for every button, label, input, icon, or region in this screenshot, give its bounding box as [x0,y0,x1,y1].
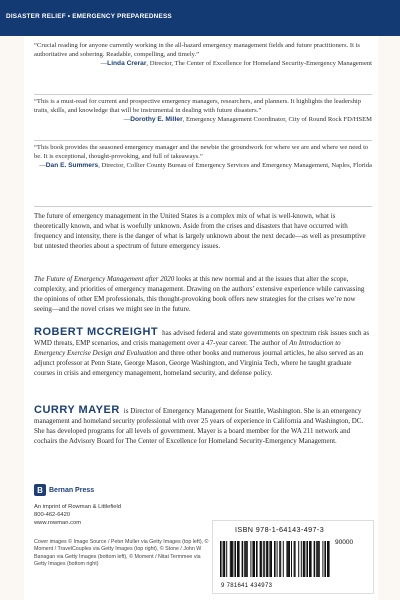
barcode-bar [288,541,290,577]
barcode-bar [291,541,292,577]
description-paragraph-1: The future of emergency management in the United States is a complex mix of what is well-known, what is theoretically known, and what is woefully unknown. Aside from the crises and disasters that have occurred with frequency and intensity, there is the danger of what is largely unknown about the next decade—as well as presumptive but untested theories about a spectrum of future emergency issues. [34,212,366,250]
barcode-bar [250,541,251,577]
divider [34,206,372,207]
publisher-logo [34,484,94,496]
publisher-logo-text: Bernan Press [49,486,95,494]
barcode-bar [319,541,320,577]
barcode-bar [301,541,302,577]
description-paragraph-2: The Future of Emergency Management after 2020 looks at this new normal and at the issues that alter the scope, complexity, and priorities of emergency management. Drawing on the authors’ extensive experience while canvassing the opinions of other EM professionals, this thought-provoking book offers new strategies for the crises we’re now seeing—and the novel crises we might see in the future. [34,275,365,313]
barcode-bar [304,541,305,577]
author-name: ROBERT MCCREIGHT [34,326,159,338]
book-title: The Future of Emergency Management after 2020 [34,275,175,283]
barcode-icon [218,535,368,583]
bernan-logo-icon: B [34,484,46,496]
author-bio-mayer: CURRY MAYER is Director of Emergency Management for Seattle, Washington. She is an emergency management and homeland security professional with over 25 years of experience in California and Washington, DC. She has developed programs for all levels of government. Mayer is a board member for the WA 211 network and cochairs the Advisory Board for The Center of Excellence for Homeland Security-Emergency Management. [34,404,364,445]
reviewer-title: , Director, Collier County Bureau of Emergency Services and Emergency Management, Naples, Florida [98,161,372,169]
author-book-title: An Introduction to Emergency Exercise Design and Evaluation [34,339,341,357]
barcode-bar [267,541,269,577]
barcode-bar [223,541,224,577]
publisher-footer [24,478,378,600]
imprint-info [34,504,204,527]
barcode-bar [244,541,245,577]
barcode-bar [317,541,319,577]
barcode-bar [256,541,258,577]
barcode-bar [231,541,233,577]
quote-attribution: —Dorothy E. Miller, Emergency Management Coordinator, City of Round Rock FD/HSEM [123,115,372,123]
top-category-bar [0,0,400,36]
barcode-bar [309,541,310,577]
reviewer-name: Dan E. Summers [45,161,99,169]
barcode-bar [220,541,222,577]
cover-image-credits: Cover images © Image Source / Peter Muller via Getty Images (top left), © Moment / TravelCouples via Getty Images (top right), © Stone / John W Banagan via Getty Images (bottom left), © Moment / Nitat Termmee via Getty Images (bottom right) [34,539,209,568]
reviewer-name: Dorothy E. Miller [130,115,183,123]
barcode-digits: 9 781641 434973 [221,583,273,589]
barcode-bar [254,541,255,577]
author-bio-mccreight: ROBERT MCCREIGHT has advised federal and state governments on spectrum risk issues such as WMD threats, EMP scenarios, and crisis management over a 47-year career. The author of An Introduction to Emergency Exercise Design and Evaluation and three other books and numerous journal articles, he also served as an adjunct professor at Penn State, George Mason, George Washington, and Virginia Tech, where he taught graduate courses in crisis and emergency management, homeland security, and defense policy. [34,326,370,377]
barcode-bar [286,541,287,577]
divider [34,94,372,95]
barcode-bar [269,541,270,577]
barcode-bar [277,541,278,577]
reviewer-title: , Director, The Center of Excellence for Homeland Security-Emergency Management [146,59,372,67]
barcode-bar [270,541,272,577]
author-name: CURRY MAYER [34,404,120,416]
barcode-bar [324,541,326,577]
barcode-bar [234,541,236,577]
barcode-bar [303,541,305,577]
review-quote-3 [34,144,372,171]
barcode-bar [310,541,312,577]
barcode-bar [279,541,280,577]
barcode-bar [266,541,267,577]
divider [34,140,372,141]
barcode-bar [230,541,231,577]
barcode-bar [252,541,254,577]
isbn-barcode [212,520,374,594]
barcode-bar [280,541,281,577]
review-quote-1 [34,42,372,69]
barcode-bar [224,541,226,577]
barcode-bar [247,541,248,577]
barcode-bar [322,541,323,577]
barcode-bar [260,541,262,577]
quote-attribution: —Dan E. Summers, Director, Collier County Bureau of Emergency Services and Emergency Management, Naples, Florida [39,161,372,169]
reviewer-name: Linda Crerar [107,59,147,67]
quote-attribution: —Linda Crerar, Director, The Center of Excellence for Homeland Security-Emergency Management [100,59,372,67]
review-quote-2 [34,98,372,125]
barcode-bar [242,541,244,577]
barcode-bar [298,541,299,577]
barcode-bar [283,541,284,577]
barcode-bar [245,541,247,577]
barcode-bar [316,541,317,577]
reviewer-title: , Emergency Management Coordinator, City of Round Rock FD/HSEM [182,115,372,123]
publisher-url: www.rowman.com [34,519,82,526]
barcode-bar [327,541,328,577]
barcode-bar [238,541,240,577]
barcode-bar [261,541,262,577]
publisher-phone: 800-462-6420 [34,511,71,518]
barcode-bar [237,541,238,577]
barcode-bar [287,541,288,577]
quote-text: “This is a must-read for current and prospective emergency managers, researchers, and planners. It highlights the leadership traits, skills, and knowledge that will be instrumental in dealing with future disasters.” [34,98,362,114]
barcode-bar [294,541,295,577]
barcode-bar [328,541,330,577]
quote-text: “This book provides the seasoned emergency manager and the newbie the groundwork for where we are and where we need to be. It is exceptional, thought-provoking, and full of takeaways.” [34,144,369,160]
barcode-bar [295,541,296,577]
price-code: 90000 [335,539,354,546]
quote-text: “Crucial reading for anyone currently working in the all-hazard emergency management fields and future practitioners. It is authoritative and sobering. Readable, compelling, and timely.” [34,42,360,58]
isbn-number: ISBN 978-1-64143-497-3 [235,525,325,534]
barcode-bar [314,541,316,577]
barcode-bar [274,541,276,577]
barcode-bar [226,541,227,577]
barcode-bar [232,541,233,577]
barcode-bar [263,541,265,577]
category-label: DISASTER RELIEF • EMERGENCY PREPAREDNESS [6,13,172,20]
barcode-bar [306,541,308,577]
imprint-line: An imprint of Rowman & Littlefield [34,504,121,510]
